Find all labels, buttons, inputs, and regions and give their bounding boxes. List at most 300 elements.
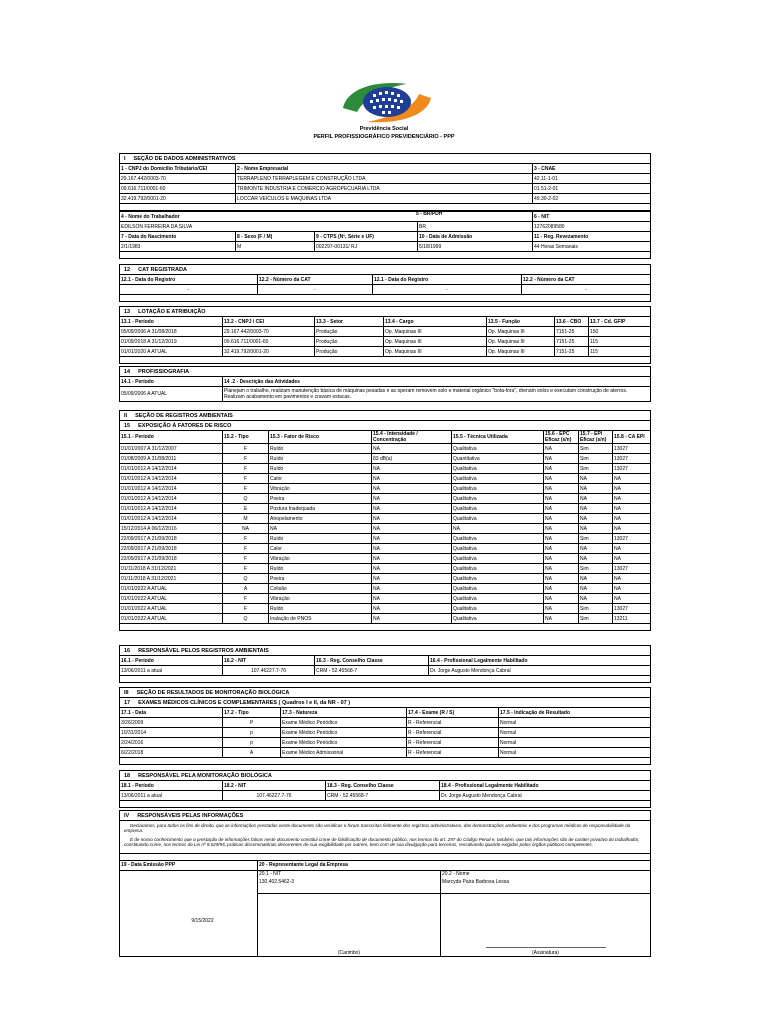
table-cell: NA bbox=[613, 474, 651, 484]
table-cell: NA bbox=[613, 514, 651, 524]
column-header: 15.5 - Técnica Utilizada bbox=[452, 431, 544, 444]
header-profissional: 18.4 - Profissional Legalmente Habilitado bbox=[440, 781, 651, 791]
section-number: 14 bbox=[124, 368, 131, 375]
table-row bbox=[120, 337, 651, 347]
profissiografia-periodo: 05/09/2006 A ATUAL bbox=[120, 387, 223, 402]
table-cell: NA bbox=[544, 594, 579, 604]
table-row bbox=[120, 738, 651, 748]
table-cell: Qualitativa bbox=[452, 504, 544, 514]
column-header: 17.3 - Natureza bbox=[281, 708, 407, 718]
header-nome-empresarial: 2 - Nome Empresarial bbox=[236, 164, 533, 174]
header-cat-data: 12.1 - Data do Registro bbox=[120, 275, 258, 285]
carimbo-area bbox=[258, 893, 441, 956]
table-cell: NA bbox=[579, 584, 613, 594]
cat-value: - bbox=[522, 285, 651, 295]
table-cell: 01/11/2018 A 31/12/2021 bbox=[120, 574, 223, 584]
declaration-paragraph-2: É de nosso conhecimento que a prestação de informações falsas neste documento constitui crime de falsificação de documento público, nos termos do art. 297 do Código Penal e, também, que tais informações são de caráter privativo do trabalhador, constituindo crime, nos termos da Lei nº 9.029/95, práticas discriminatórias decorrentes de sua exigibilidade por outrem, bem com de sua divulgação para terceiros, ressalvando quando exigidas pelos órgãos públicos competentes. bbox=[124, 836, 640, 848]
table-cell: NA bbox=[372, 574, 452, 584]
previdencia-logo bbox=[337, 78, 437, 126]
document-title: PERFIL PROFISSIOGRÁFICO PREVIDENCIÁRIO - PPP bbox=[313, 134, 455, 140]
table-cell: NA bbox=[613, 494, 651, 504]
table-row bbox=[120, 584, 651, 594]
declaration-text bbox=[121, 821, 649, 853]
table-cell: NA bbox=[544, 514, 579, 524]
table-row bbox=[120, 544, 651, 554]
table-row bbox=[120, 604, 651, 614]
table-cell: Ruído bbox=[269, 464, 372, 474]
table-cell: NA bbox=[579, 524, 613, 534]
table-cell: Sim bbox=[579, 464, 613, 474]
table-cell: A bbox=[223, 748, 281, 758]
table-cell: 01/01/2012 A 14/12/2014 bbox=[120, 504, 223, 514]
column-header: 17.5 - Indicação de Resultado bbox=[499, 708, 651, 718]
table-cell: Postura Inadequada bbox=[269, 504, 372, 514]
company-name: TRIMONTE INDUSTRIA E COMERCIO AGROPECUARIA LTDA bbox=[236, 184, 533, 194]
column-header: 13.1 - Período bbox=[120, 317, 223, 327]
table-cell: Sim bbox=[579, 564, 613, 574]
header-admissao: 10 - Data de Admissão bbox=[418, 232, 533, 242]
table-row bbox=[120, 494, 651, 504]
carimbo-label: (Carimbo) bbox=[337, 949, 361, 956]
column-header: 17.2 - Tipo bbox=[223, 708, 281, 718]
section-title: SEÇÃO DE RESULTADOS DE MONITORAÇÃO BIOLÓGICA bbox=[136, 689, 290, 696]
assinatura-area bbox=[441, 893, 651, 956]
table-row bbox=[120, 347, 651, 357]
table-row bbox=[120, 454, 651, 464]
section-number: I bbox=[124, 155, 126, 162]
responsavel-nome: Dr. Jorge Augusto Mendonça Cabral bbox=[429, 666, 651, 676]
table-cell: 15/12/2014 A 06/12/2016 bbox=[120, 524, 223, 534]
table-cell: NA bbox=[372, 604, 452, 614]
table-row bbox=[120, 327, 651, 337]
table-cell: 7151-25 bbox=[555, 327, 589, 337]
header-cnpj: 1 - CNPJ do Domicílio Tributário/CEI bbox=[120, 164, 236, 174]
table-cell: NA bbox=[613, 594, 651, 604]
table-cell: Qualitativa bbox=[452, 604, 544, 614]
table-cell: R - Referencial bbox=[407, 738, 499, 748]
subsection-number: 17 bbox=[124, 699, 131, 706]
table-cell: Qualitativa bbox=[452, 514, 544, 524]
table-cell: 01/09/2018 A 31/12/2019 bbox=[120, 337, 223, 347]
table-cell: NA bbox=[613, 484, 651, 494]
table-cell: 01/01/2022 A ATUAL bbox=[120, 604, 223, 614]
table-cell: NA bbox=[372, 554, 452, 564]
responsavel-periodo: 13/06/2011 a atual bbox=[120, 791, 223, 801]
table-cell: Ruído bbox=[269, 454, 372, 464]
table-cell: NA bbox=[544, 614, 579, 624]
table-cell: NA bbox=[579, 484, 613, 494]
table-cell: NA bbox=[544, 574, 579, 584]
table-cell: 22/09/2017 A 21/09/2018 bbox=[120, 554, 223, 564]
birth-date: 2/1/1983 bbox=[120, 242, 236, 252]
table-cell: Qualitativa bbox=[452, 574, 544, 584]
table-row bbox=[120, 574, 651, 584]
column-header: 13.4 - Cargo bbox=[384, 317, 487, 327]
section-responsavel-ambiental bbox=[119, 645, 650, 683]
subsection-title: EXAMES MÉDICOS CLÍNICOS E COMPLEMENTARES ( Quadros I e II, da NR - 07 ) bbox=[138, 699, 351, 706]
table-cell: 22/09/2017 A 21/09/2018 bbox=[120, 544, 223, 554]
responsavel-conselho: CRM - 52.45568-7 bbox=[315, 666, 429, 676]
company-cnpj: 29.167.442/0003-70 bbox=[120, 174, 236, 184]
table-cell: Ruído bbox=[269, 564, 372, 574]
table-cell: Qualitativa bbox=[452, 544, 544, 554]
header-periodo: 16.1 - Período bbox=[120, 656, 223, 666]
table-cell: NA bbox=[372, 494, 452, 504]
column-header: 15.3 - Fator de Risco bbox=[269, 431, 372, 444]
table-cell: 7151-25 bbox=[555, 337, 589, 347]
column-header: 15.7 - EPI Eficaz (s/n) bbox=[579, 431, 613, 444]
table-cell: Op. Maquinas III bbox=[487, 327, 555, 337]
section-number: IV bbox=[124, 812, 130, 819]
table-cell: 01/01/2012 A 14/12/2014 bbox=[120, 494, 223, 504]
table-cell: Normal bbox=[499, 718, 651, 728]
table-row bbox=[120, 748, 651, 758]
table-cell: NA bbox=[372, 444, 452, 454]
header-nit: 20.1 - NIT bbox=[259, 870, 282, 877]
table-row bbox=[120, 504, 651, 514]
column-header: 15.1 - Período bbox=[120, 431, 223, 444]
table-cell: Qualitativa bbox=[452, 464, 544, 474]
table-cell: 7151-25 bbox=[555, 347, 589, 357]
table-cell: NA bbox=[372, 484, 452, 494]
table-cell: Produção bbox=[315, 347, 384, 357]
table-cell: F bbox=[223, 534, 269, 544]
table-cell: 13027 bbox=[613, 604, 651, 614]
header-periodo: 18.1 - Período bbox=[120, 781, 223, 791]
table-cell: Normal bbox=[499, 728, 651, 738]
column-header: 15.6 - EPC Eficaz (s/n) bbox=[544, 431, 579, 444]
header-periodo: 14.1 - Período bbox=[120, 377, 223, 387]
header-cat-numero: 12.2 - Número da CAT bbox=[258, 275, 373, 285]
table-cell: F bbox=[223, 554, 269, 564]
table-header-row bbox=[120, 708, 651, 718]
table-cell: NA bbox=[223, 524, 269, 534]
table-cell: F bbox=[223, 484, 269, 494]
section-profissiografia bbox=[119, 366, 650, 402]
table-cell: NA bbox=[269, 524, 372, 534]
table-row bbox=[120, 614, 651, 624]
br-pdh: BR bbox=[418, 222, 533, 232]
table-cell: NA bbox=[579, 544, 613, 554]
table-cell: 2/24/2016 bbox=[120, 738, 223, 748]
column-header: 13.3 - Setor bbox=[315, 317, 384, 327]
table-cell: NA bbox=[372, 474, 452, 484]
table-cell: NA bbox=[372, 524, 452, 534]
table-cell: NA bbox=[544, 564, 579, 574]
table-cell: Vibração bbox=[269, 554, 372, 564]
table-cell: Ruído bbox=[269, 604, 372, 614]
table-cell: 01/01/2012 A 14/12/2014 bbox=[120, 514, 223, 524]
table-cell: NA bbox=[579, 494, 613, 504]
ctps: 002297-00131/ RJ bbox=[315, 242, 418, 252]
table-cell: Inalação de PNOS bbox=[269, 614, 372, 624]
table-cell: 6/22/2018 bbox=[120, 748, 223, 758]
column-header: 15.2 - Tipo bbox=[223, 431, 269, 444]
subsection-title: EXPOSIÇÃO À FATORES DE RISCO bbox=[138, 422, 232, 429]
cat-value: - bbox=[373, 285, 522, 295]
column-header: 17.4 - Exame (R / S) bbox=[407, 708, 499, 718]
section-number: 18 bbox=[124, 772, 131, 779]
declaration-paragraph-1: Declaramos, para todos os fins de direito, que as informações prestadas neste documento são verídicas e foram transcritas fielmente dos registros administrativos, das demonstrações ambientais e dos programas médicos de responsabilidade da empresa. bbox=[124, 823, 631, 834]
table-cell: 150 bbox=[589, 327, 651, 337]
table-cell: A bbox=[223, 584, 269, 594]
table-cell: F bbox=[223, 454, 269, 464]
header-br-pdh: 5 - BR/PDH bbox=[416, 211, 443, 217]
table-cell: Exame Médico Periódico bbox=[281, 728, 407, 738]
table-cell: F bbox=[223, 474, 269, 484]
table-cell: 01/01/2012 A 14/12/2014 bbox=[120, 474, 223, 484]
table-cell: Qualitativa bbox=[452, 614, 544, 624]
table-cell: Sim bbox=[579, 534, 613, 544]
table-cell: NA bbox=[544, 484, 579, 494]
table-cell: E bbox=[223, 504, 269, 514]
table-cell: 05/09/2006 A 31/08/2018 bbox=[120, 327, 223, 337]
table-cell: 10/31/2014 bbox=[120, 728, 223, 738]
table-cell: Qualitativa bbox=[452, 584, 544, 594]
table-row bbox=[120, 464, 651, 474]
assinatura-label: (Assinatura) bbox=[532, 949, 559, 956]
table-cell: NA bbox=[544, 524, 579, 534]
table-cell: Ruído bbox=[269, 534, 372, 544]
table-cell: 83 dB(a) bbox=[372, 454, 452, 464]
table-cell: 3/26/2009 bbox=[120, 718, 223, 728]
table-cell: Op. Maquinas III bbox=[384, 337, 487, 347]
table-cell: NA bbox=[579, 514, 613, 524]
table-cell: NA bbox=[579, 504, 613, 514]
table-cell: 29.167.442/0003-70 bbox=[223, 327, 315, 337]
table-cell: Calor bbox=[269, 544, 372, 554]
shift-regime: 44 Horas Semanais bbox=[533, 242, 651, 252]
table-cell: Qualitativa bbox=[452, 564, 544, 574]
table-cell: 01/01/2022 A ATUAL bbox=[120, 584, 223, 594]
table-cell: Q bbox=[223, 574, 269, 584]
table-cell: 01/01/2007 A 31/12/2007 bbox=[120, 444, 223, 454]
table-cell: 13027 bbox=[613, 464, 651, 474]
table-cell: 01/01/2022 A ATUAL bbox=[120, 594, 223, 604]
table-cell: NA bbox=[544, 544, 579, 554]
table-row bbox=[120, 718, 651, 728]
table-cell: Poeira bbox=[269, 574, 372, 584]
table-cell: NA bbox=[544, 494, 579, 504]
table-cell: Ruído bbox=[269, 444, 372, 454]
table-cell: NA bbox=[544, 534, 579, 544]
table-cell: 01/08/2009 A 31/08/2011 bbox=[120, 454, 223, 464]
sex: M bbox=[236, 242, 315, 252]
header-nome: 20.2 - Nome bbox=[442, 870, 470, 877]
header-conselho: 16.3 - Reg. Conselho Classe bbox=[315, 656, 429, 666]
table-cell: Normal bbox=[499, 748, 651, 758]
table-cell: 115 bbox=[589, 337, 651, 347]
table-cell: p bbox=[223, 728, 281, 738]
column-header: 13.6 - CBO bbox=[555, 317, 589, 327]
table-cell: P bbox=[223, 718, 281, 728]
header-ctps: 9 - CTPS (Nº, Série e UF) bbox=[315, 232, 418, 242]
table-cell: F bbox=[223, 464, 269, 474]
table-cell: Exame Médico Periódico bbox=[281, 718, 407, 728]
table-cell: NA bbox=[372, 514, 452, 524]
table-cell: Qualitativa bbox=[452, 484, 544, 494]
table-cell: Vibração bbox=[269, 484, 372, 494]
header-representante: 20 - Representante Legal da Empresa bbox=[258, 860, 651, 870]
table-cell: Produção bbox=[315, 337, 384, 347]
table-cell: NA bbox=[372, 564, 452, 574]
table-cell: 01/01/2012 A 14/12/2014 bbox=[120, 464, 223, 474]
table-cell: Qualitativa bbox=[452, 554, 544, 564]
table-cell: 01/11/2018 A 31/12/2021 bbox=[120, 564, 223, 574]
table-header-row bbox=[120, 317, 651, 327]
table-cell: Colisão bbox=[269, 584, 372, 594]
table-cell: NA bbox=[613, 554, 651, 564]
header-profissional: 16.4 - Profissional Legalmente Habilitado bbox=[429, 656, 651, 666]
section-responsavel-biologica bbox=[119, 770, 650, 808]
table-cell: NA bbox=[613, 584, 651, 594]
table-cell: Normal bbox=[499, 738, 651, 748]
table-cell: F bbox=[223, 444, 269, 454]
table-cell: NA bbox=[372, 534, 452, 544]
table-row bbox=[120, 474, 651, 484]
responsavel-conselho: CRM - 52.45568-7 bbox=[326, 791, 440, 801]
table-cell: NA bbox=[579, 554, 613, 564]
section-title: SEÇÃO DE REGISTROS AMBIENTAIS bbox=[135, 412, 233, 419]
table-row bbox=[120, 534, 651, 544]
header-descricao: 14 .2 - Descrição das Atividades bbox=[223, 377, 651, 387]
header-cnae: 3 - CNAE bbox=[533, 164, 651, 174]
section-monitoracao-biologica bbox=[119, 687, 650, 765]
table-cell: 09.616.711/0001-60 bbox=[223, 337, 315, 347]
table-cell: Quantitativa bbox=[452, 454, 544, 464]
section-title: RESPONSÁVEIS PELAS INFORMAÇÕES bbox=[137, 812, 244, 819]
table-cell: NA bbox=[544, 554, 579, 564]
responsavel-nome: Dr. Jorge Augusto Mendonça Cabral bbox=[440, 791, 651, 801]
column-header: 17.1 - Data bbox=[120, 708, 223, 718]
table-row bbox=[120, 524, 651, 534]
responsavel-nit: 107.46227.7-76 bbox=[223, 666, 315, 676]
section-administrative bbox=[119, 153, 650, 259]
table-cell: NA bbox=[579, 594, 613, 604]
section-number: 12 bbox=[124, 266, 131, 273]
table-cell: Qualitativa bbox=[452, 594, 544, 604]
header-nit: 16.2 - NIT bbox=[223, 656, 315, 666]
table-cell: Op. Maquinas III bbox=[487, 347, 555, 357]
header-cat-data-2: 12.1 - Data do Registro bbox=[373, 275, 522, 285]
table-cell: F bbox=[223, 564, 269, 574]
table-cell: 01/01/2022 A ATUAL bbox=[120, 614, 223, 624]
table-cell: Qualitativa bbox=[452, 534, 544, 544]
header-sexo: 8 - Sexo (F / M) bbox=[236, 232, 315, 242]
table-cell: Vibração bbox=[269, 594, 372, 604]
table-cell: M bbox=[223, 514, 269, 524]
worker-nit: 12762089580 bbox=[533, 222, 651, 232]
table-cell: Sim bbox=[579, 444, 613, 454]
column-header: 13.5 - Função bbox=[487, 317, 555, 327]
table-cell: 01/01/2020 A ATUAL bbox=[120, 347, 223, 357]
company-name: TERRAPLENO TERRAPLEGEM E CONSTRUÇÃO LTDA bbox=[236, 174, 533, 184]
table-row bbox=[120, 484, 651, 494]
table-cell: F bbox=[223, 594, 269, 604]
table-cell: Op. Maquinas III bbox=[487, 337, 555, 347]
section-number: 16 bbox=[124, 647, 131, 654]
table-cell: NA bbox=[613, 574, 651, 584]
table-row bbox=[120, 514, 651, 524]
table-cell: NA bbox=[372, 544, 452, 554]
company-cnpj: 09.616.711/0001-60 bbox=[120, 184, 236, 194]
header-nit: 18.2 - NIT bbox=[223, 781, 326, 791]
table-cell: Qualitativa bbox=[452, 494, 544, 504]
column-header: 15.8 - CA EPI bbox=[613, 431, 651, 444]
column-header: 13.7 - Cd. GFIP bbox=[589, 317, 651, 327]
table-cell: R - Referencial bbox=[407, 728, 499, 738]
table-cell: R - Referencial bbox=[407, 748, 499, 758]
table-cell: Qualitativa bbox=[452, 444, 544, 454]
section-title: PROFISSIOGRAFIA bbox=[138, 368, 190, 375]
table-cell: 13027 bbox=[613, 454, 651, 464]
header-data-emissao: 19 - Data Emissão PPP bbox=[120, 860, 258, 870]
company-cnae: 42.11-1-01 bbox=[533, 174, 651, 184]
table-header-row bbox=[120, 431, 651, 444]
table-cell: NA bbox=[613, 544, 651, 554]
table-cell: Sim bbox=[579, 454, 613, 464]
table-cell: Qualitativa bbox=[452, 474, 544, 484]
table-row bbox=[120, 554, 651, 564]
table-cell: Calor bbox=[269, 474, 372, 484]
table-cell: 13027 bbox=[613, 564, 651, 574]
worker-name: EDILSON FERREIRA DA SILVA bbox=[120, 222, 418, 232]
section-title: LOTAÇÃO E ATRIBUIÇÃO bbox=[138, 308, 206, 315]
section-title: RESPONSÁVEL PELOS REGISTROS AMBIENTAIS bbox=[138, 647, 269, 654]
table-cell: 13027 bbox=[613, 444, 651, 454]
table-cell: NA bbox=[372, 614, 452, 624]
table-cell: R - Referencial bbox=[407, 718, 499, 728]
table-cell: 115 bbox=[589, 347, 651, 357]
responsavel-nit: 107.46227.7-76 bbox=[223, 791, 326, 801]
table-cell: Op. Maquinas III bbox=[384, 347, 487, 357]
table-cell: NA bbox=[579, 474, 613, 484]
table-cell: Exame Médico Periódico bbox=[281, 738, 407, 748]
table-row bbox=[120, 728, 651, 738]
table-cell: Produção bbox=[315, 327, 384, 337]
table-cell: NA bbox=[372, 584, 452, 594]
subsection-number: 15 bbox=[124, 422, 131, 429]
table-cell: F bbox=[223, 604, 269, 614]
table-cell: Op. Maquinas III bbox=[384, 327, 487, 337]
table-cell: F bbox=[223, 544, 269, 554]
section-title: SEÇÃO DE DADOS ADMINISTRATIVOS bbox=[133, 155, 236, 162]
column-header: 15.4 - Intensidade / Concentração bbox=[372, 431, 452, 444]
representante-nit: 130.402.5462-3 bbox=[259, 878, 295, 885]
table-cell: NA bbox=[544, 504, 579, 514]
table-cell: 13027 bbox=[613, 534, 651, 544]
section-title: CAT REGISTRADA bbox=[138, 266, 187, 273]
table-row bbox=[120, 564, 651, 574]
table-row bbox=[120, 594, 651, 604]
table-cell: NA bbox=[372, 594, 452, 604]
admission-date: 5/18/1999 bbox=[418, 242, 533, 252]
table-cell: Poeira bbox=[269, 494, 372, 504]
company-cnae: 49.30-2-02 bbox=[533, 194, 651, 204]
header-trabalhador: 4 - Nome do Trabalhador bbox=[120, 212, 533, 222]
company-name: LOCCAR VEICULOS E MAQUINAS LTDA bbox=[236, 194, 533, 204]
table-cell: 01/01/2012 A 14/12/2014 bbox=[120, 484, 223, 494]
table-cell: NA bbox=[544, 604, 579, 614]
table-row bbox=[120, 444, 651, 454]
table-cell: 32.419.792/0001-20 bbox=[223, 347, 315, 357]
column-header: 13.2 - CNPJ / CEI bbox=[223, 317, 315, 327]
table-cell: NA bbox=[544, 454, 579, 464]
emission-date: 9/15/2022 bbox=[191, 918, 214, 925]
table-cell: NA bbox=[544, 464, 579, 474]
table-cell: NA bbox=[372, 464, 452, 474]
cat-value: - bbox=[258, 285, 373, 295]
